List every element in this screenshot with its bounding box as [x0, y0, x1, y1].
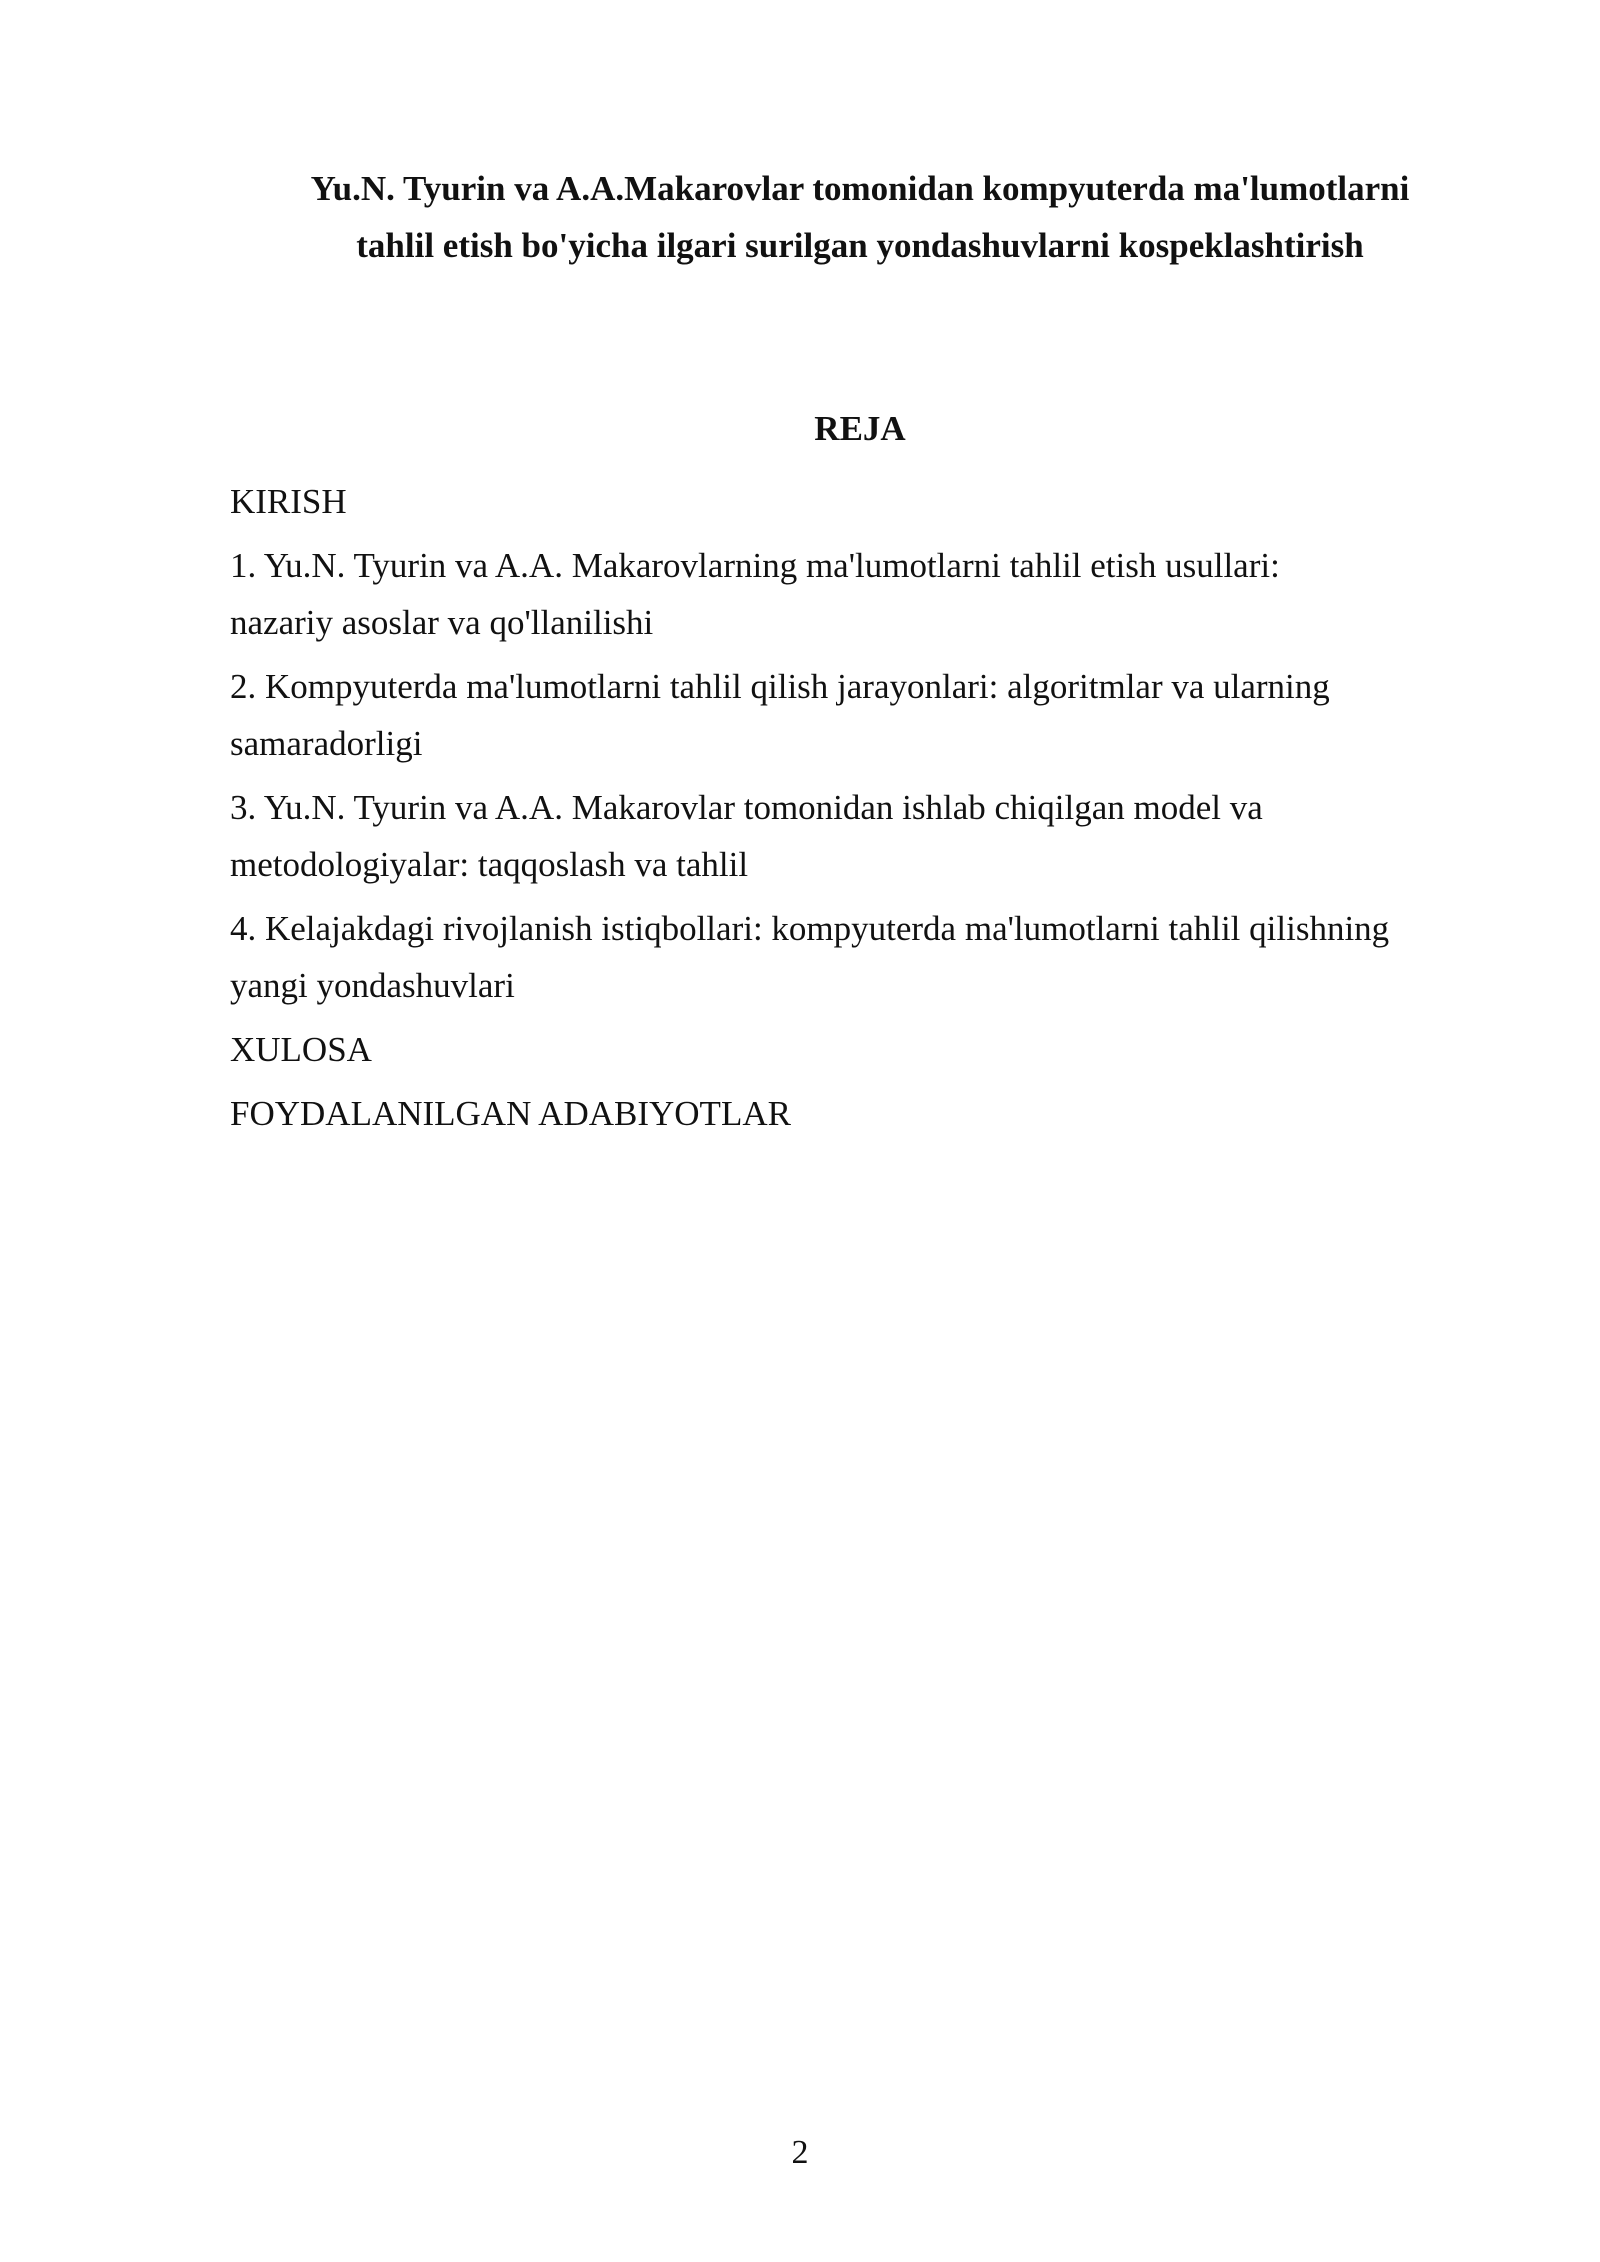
plan-item-line: samaradorligi: [230, 724, 423, 763]
plan-item-line: metodologiyalar: taqqoslash va tahlil: [230, 845, 749, 884]
plan-item-line: 2. Kompyuterda ma'lumotlarni tahlil qilish jarayonlari: algoritmlar va ularning: [230, 667, 1330, 706]
plan-item-line: 3. Yu.N. Tyurin va A.A. Makarovlar tomonidan ishlab chiqilgan model va: [230, 788, 1263, 827]
plan-item-line: XULOSA: [230, 1030, 372, 1069]
document-title-line: Yu.N. Tyurin va A.A.Makarovlar tomonidan kompyuterda ma'lumotlarni: [310, 169, 1410, 208]
plan-item-xulosa: [230, 1021, 1530, 1078]
plan-item-line: FOYDALANILGAN ADABIYOTLAR: [230, 1094, 791, 1133]
plan-heading: REJA: [814, 409, 906, 448]
plan-item-references: [230, 1085, 1530, 1142]
plan-list: [230, 473, 1530, 1149]
plan-item-line: nazariy asoslar va qo'llanilishi: [230, 603, 654, 642]
plan-item-line: 4. Kelajakdagi rivojlanish istiqbollari: kompyuterda ma'lumotlarni tahlil qilishning: [230, 909, 1390, 948]
plan-item-line: 1. Yu.N. Tyurin va A.A. Makarovlarning ma'lumotlarni tahlil etish usullari:: [230, 546, 1280, 585]
document-title: [230, 160, 1490, 274]
plan-item-line: KIRISH: [230, 482, 347, 521]
plan-item-line: yangi yondashuvlari: [230, 966, 515, 1005]
page-number: 2: [791, 2134, 809, 2171]
document-title-line: tahlil etish bo'yicha ilgari surilgan yondashuvlarni kospeklashtirish: [356, 226, 1364, 265]
plan-item-4: [230, 900, 1530, 1014]
plan-item-kirish: [230, 473, 1530, 530]
plan-item-1: [230, 537, 1530, 651]
plan-item-2: [230, 658, 1530, 772]
plan-item-3: [230, 779, 1530, 893]
